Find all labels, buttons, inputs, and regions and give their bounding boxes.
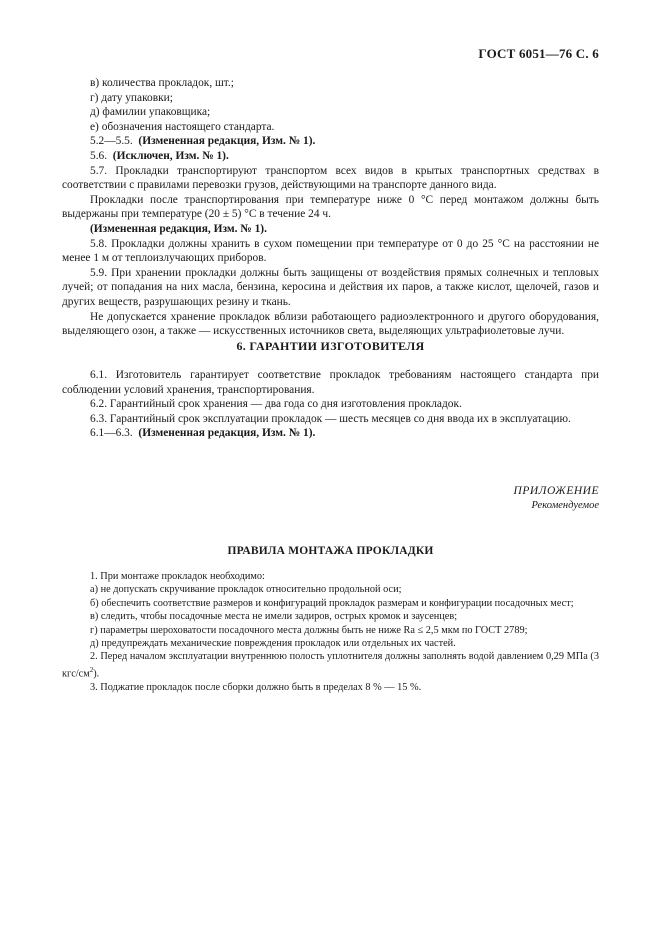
- appendix-sublabel: Рекомендуемое: [531, 499, 599, 511]
- page-header: ГОСТ 6051—76 С. 6: [478, 46, 599, 61]
- paragraph-6-3: 6.3. Гарантийный срок эксплуатации прокладок — шесть месяцев со дня ввода их в эксплуатацию.: [90, 412, 571, 425]
- appendix-paragraph-2: [62, 650, 599, 680]
- appendix-paragraph-1: 1. При монтаже прокладок необходимо:: [90, 571, 265, 582]
- amendment-note: (Измененная редакция, Изм. № 1).: [138, 135, 316, 148]
- appendix-label-block: [514, 484, 599, 513]
- amendment-note: (Исключен, Изм. № 1).: [112, 149, 229, 162]
- paragraph-5-6: [62, 149, 599, 164]
- list-item: а) не допускать скручивание прокладок относительно продольной оси;: [90, 584, 402, 596]
- appendix-title: ПРАВИЛА МОНТАЖА ПРОКЛАДКИ: [227, 545, 434, 557]
- list-item: д) предупреждать механические повреждения прокладок или отдельных их частей.: [90, 638, 456, 650]
- paragraph-5-7: 5.7. Прокладки транспортируют транспортом всех видов в крытых транспортных средствах в соответствии с правилами перевозки грузов, действующими на транспорте данного вида.: [62, 164, 599, 192]
- paragraph-text: 2. Перед началом эксплуатации внутреннюю полость уплотнителя должны заполнять водой давлением 0,29 МПа (3 кгс/см: [62, 651, 599, 680]
- paragraph-5-9: 5.9. При хранении прокладки должны быть защищены от воздействия прямых солнечных и тепловых лучей; от попадания на них масла, бензина, керосина и действия их паров, а также кислот, щелочей, газов и других веществ, разрушающих резину и ткань.: [62, 266, 599, 308]
- paragraph-5-2-5-5: [62, 134, 599, 149]
- paragraph-6-1: 6.1. Изготовитель гарантирует соответствие прокладок требованиям настоящего стандарта при соблюдении условий хранения, транспортирования.: [62, 369, 599, 396]
- list-item: в) количества прокладок, шт.;: [90, 77, 234, 89]
- list-item: б) обеспечить соответствие размеров и конфигураций прокладок размерам и конфигурации посадочных мест;: [90, 597, 574, 609]
- storage-section: [62, 76, 599, 339]
- list-item: в) следить, чтобы посадочные места не имели задиров, острых кромок и заусенцев;: [90, 611, 458, 623]
- superscript: 2: [89, 665, 94, 674]
- paragraph-5-8: 5.8. Прокладки должны хранить в сухом помещении при температуре от 0 до 25 °С на расстоянии не менее 1 м от теплоизлучающих приборов.: [62, 237, 599, 265]
- appendix-body: [62, 570, 599, 694]
- clause-number: 5.2—5.5.: [90, 135, 133, 148]
- paragraph-5-9-b: Не допускается хранение прокладок вблизи работающего радиоэлектронного и другого оборудования, выделяющего озон, а также — искусственных источников света, выделяющих ультрафиолетовые лучи.: [62, 310, 599, 338]
- section-6-title: 6. ГАРАНТИИ ИЗГОТОВИТЕЛЯ: [236, 339, 425, 353]
- paragraph-6-1-6-3: [62, 426, 599, 441]
- list-item: г) дату упаковки;: [90, 91, 173, 104]
- clause-number: 6.1—6.3.: [90, 427, 133, 440]
- list-item: д) фамилии упаковщика;: [90, 106, 211, 119]
- amendment-note: (Измененная редакция, Изм. № 1).: [90, 222, 267, 235]
- list-item: г) параметры шероховатости посадочного места должны быть не ниже Ra ≤ 2,5 мкм по ГОСТ 2789;: [90, 624, 528, 636]
- paragraph-end: ).: [93, 668, 100, 680]
- list-item: е) обозначения настоящего стандарта.: [90, 120, 275, 133]
- paragraph-6-2: 6.2. Гарантийный срок хранения — два года со дня изготовления прокладок.: [90, 398, 462, 411]
- appendix-label: ПРИЛОЖЕНИЕ: [513, 485, 599, 497]
- warranty-section: [62, 368, 599, 441]
- amendment-note: (Измененная редакция, Изм. № 1).: [138, 427, 316, 440]
- clause-number: 5.6.: [90, 149, 108, 162]
- appendix-paragraph-3: 3. Поджатие прокладок после сборки должно быть в пределах 8 % — 15 %.: [90, 681, 422, 693]
- paragraph-5-7-b: Прокладки после транспортирования при температуре ниже 0 °С перед монтажом должны быть выдержаны при температуре (20 ± 5) °С в течение 24 ч.: [62, 193, 599, 221]
